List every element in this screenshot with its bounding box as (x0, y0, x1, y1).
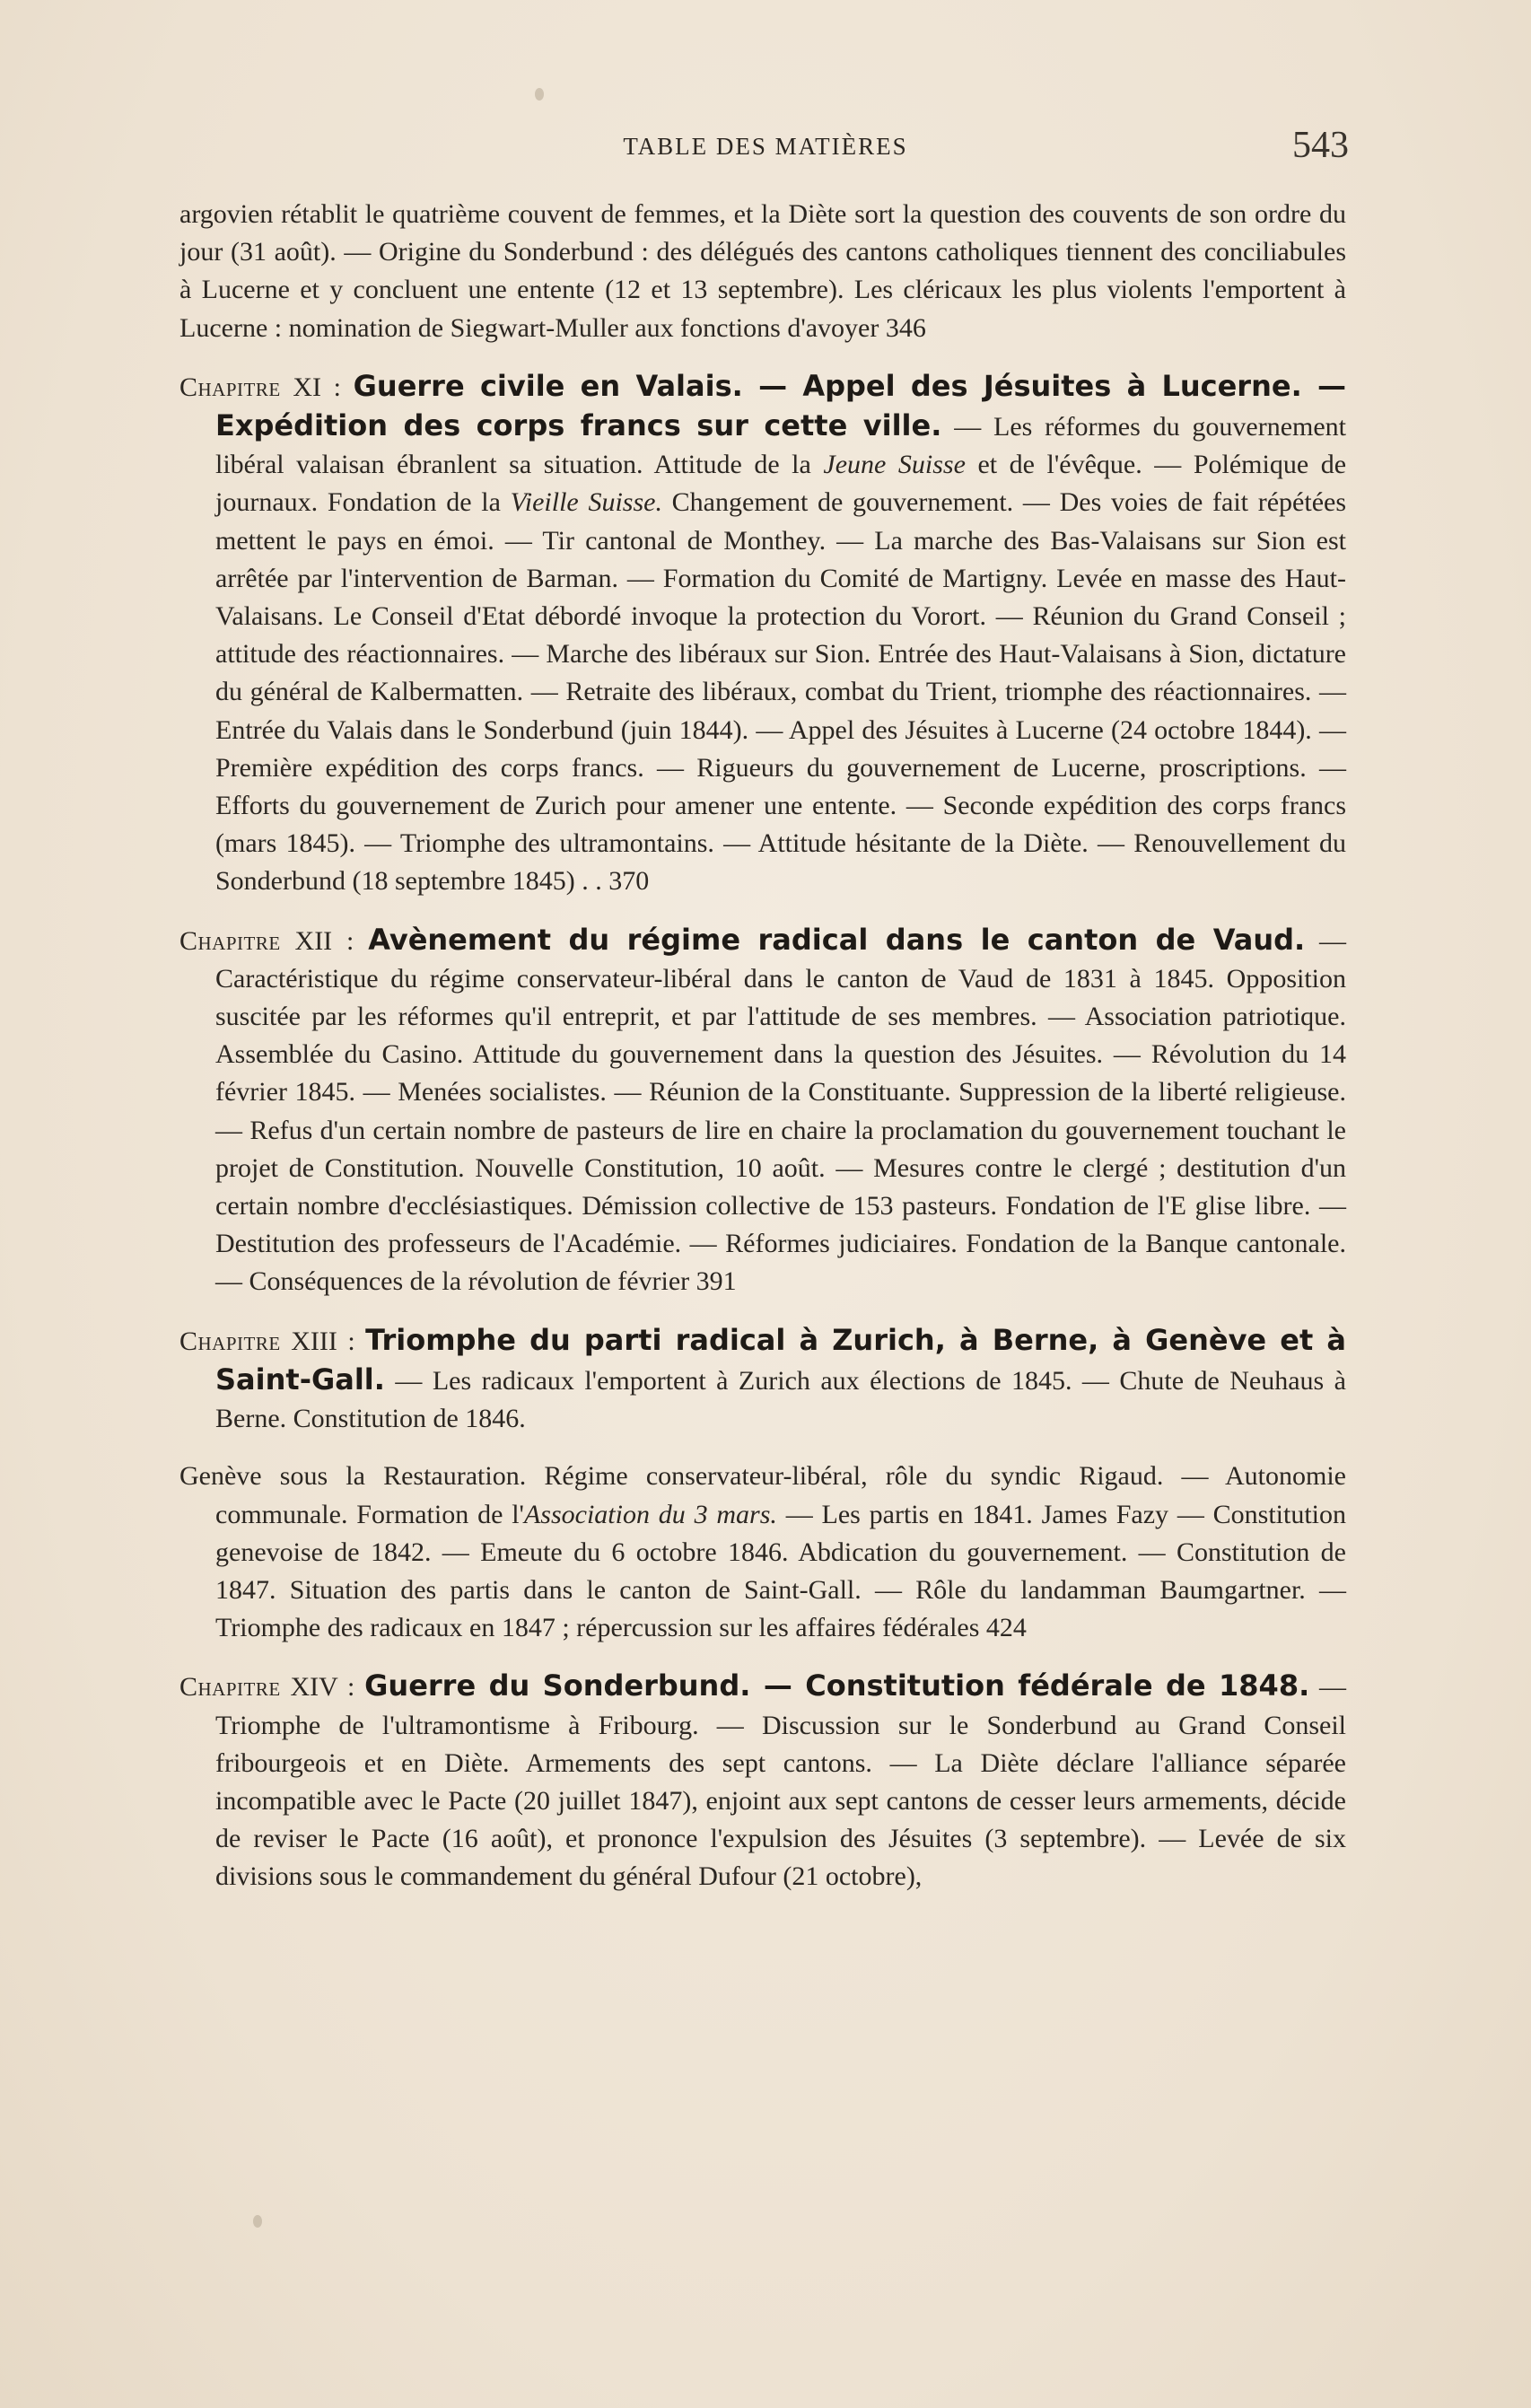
entry-summary: — Caractéristique du régime conservateur-libéral dans le canton de Vaud de 1831 à 1845. Opposition suscitée par les réformes qu'il entreprit, et par l'attitude de ses membres. — Association patriotique. Assemblée du Casino. Attitude du gouvernement dans la question des Jésuites. — Révolution du 14 février 1845. — Menées socialistes. — Réunion de la Constituante. Suppression de la liberté religieuse. — Refus d'un certain nombre de pasteurs de lire en chaire la proclamation du gouvernement touchant le projet de Constitution. Nouvelle Constitution, 10 août. — Mesures contre le clergé ; destitution d'un certain nombre d'ecclésiastiques. Démission collective de 153 pasteurs. Fondation de l'E glise libre. — Destitution des professeurs de l'Académie. — Réformes judiciaires. Fondation de la Banque cantonale. — Conséquences de la révolution de février (215, 925, 1347, 1297)
toc-entry-chapter-11 (179, 367, 1346, 901)
entry-page: 391 (696, 1266, 737, 1297)
entry-italic-title: Association du 3 mars. (523, 1499, 777, 1529)
chapter-number: XI : (293, 372, 341, 402)
chapter-label: Chapitre (179, 925, 281, 956)
toc-entry-continuation (179, 196, 1346, 347)
toc-entry-chapter-13 (179, 1321, 1346, 1439)
chapter-heading: Guerre du Sonderbund. — Constitution fédérale de 1848. (364, 1668, 1310, 1703)
toc-entry-chapter-14 (179, 1667, 1346, 1896)
entry-summary: Changement de gouvernement. — Des voies de fait répétées mettent le pays en émoi. — Tir cantonal de Monthey. — La marche des Bas-Valaisans sur Sion est arrêtée par l'intervention de Barman. — Formation du Comité de Martigny. Levée en masse des Haut-Valaisans. Le Conseil d'Etat débordé invoque la protection du Vorort. — Réunion du Grand Conseil ; attitude des réactionnaires. — Marche des libéraux sur Sion. Entrée des Haut-Valaisans à Sion, dictature du général de Kalbermatten. — Retraite des libéraux, combat du Trient, triomphe des réactionnaires. — Entrée du Valais dans le Sonderbund (juin 1844). — Appel des Jésuites à Lucerne (24 octobre 1844). — Première expédition des corps francs. — Rigueurs du gouvernement de Lucerne, proscriptions. — Efforts du gouvernement de Zurich pour amener une entente. — Seconde expédition des corps francs (mars 1845). — Triomphe des ultramontains. — Attitude hésitante de la Diète. — Renouvellement du Sonderbund (18 septembre 1845) . . (215, 487, 1346, 897)
running-title: TABLE DES MATIÈRES (623, 133, 908, 160)
entry-page: 424 (985, 1613, 1027, 1643)
entry-summary: Genève sous la Restauration. Régime conservateur-libéral, rôle du syndic Rigaud. — Autonomie communale. Formation de l' (179, 1461, 1346, 1529)
entry-page: 370 (608, 866, 650, 897)
toc-entry-chapter-12 (179, 921, 1346, 1301)
table-of-contents (179, 196, 1346, 1916)
chapter-label: Chapitre (179, 1326, 281, 1356)
ink-spot (253, 2215, 262, 2228)
entry-italic-title: Jeune Suisse (823, 450, 966, 480)
chapter-heading: Guerre civile en Valais. — Appel des Jésuites à Lucerne. — Expédition des corps francs sur cette ville. (215, 368, 1347, 443)
chapter-label: Chapitre (179, 1672, 281, 1703)
chapter-number: XII : (294, 925, 354, 956)
chapter-heading: Avènement du régime radical dans le canton de Vaud. (368, 922, 1306, 957)
chapter-heading: Triomphe du parti radical à Zurich, à Berne, à Genève et à Saint-Gall. (215, 1322, 1346, 1397)
ink-spot (535, 88, 544, 101)
chapter-number: XIII : (291, 1326, 355, 1356)
entry-summary: — Triomphe de l'ultramontisme à Fribourg. — Discussion sur le Sonderbund au Grand Conseil fribourgeois et en Diète. Armements des sept cantons. — La Diète déclare l'alliance séparée incompatible avec le Pacte (20 juillet 1847), enjoint aux sept cantons de cesser leurs armements, décide de reviser le Pacte (16 août), et prononce l'expulsion des Jésuites (3 septembre). — Levée de six divisions sous le commandement du général Dufour (21 octobre), (215, 1672, 1347, 1892)
toc-entry-geneve (179, 1458, 1346, 1647)
entry-summary: — Les réformes du gouvernement libéral valaisan ébranlent sa situation. Attitude de la (215, 412, 1347, 480)
entry-page: 346 (885, 312, 926, 343)
chapter-label: Chapitre (179, 372, 281, 402)
entry-summary: argovien rétablit le quatrième couvent de femmes, et la Diète sort la question des couvents de son ordre du jour (31 août). — Origine du Sonderbund : des délégués des cantons catholiques tiennent des conciliabules à Lucerne et y concluent une entente (12 et 13 septembre). Les cléricaux les plus violents l'emportent à Lucerne : nomination de Siegwart-Muller aux fonctions d'avoyer (179, 199, 1346, 343)
page-number: 543 (1292, 125, 1349, 166)
entry-summary: et de l'évêque. — Polémique de journaux. Fondation de la (215, 450, 1347, 518)
chapter-number: XIV : (290, 1672, 355, 1703)
entry-summary: — Les radicaux l'emportent à Zurich aux élections de 1845. — Chute de Neuhaus à Berne. Constitution de 1846. (215, 1365, 1347, 1434)
entry-summary: — Les partis en 1841. James Fazy — Constitution genevoise de 1842. — Emeute du 6 octobre 1846. Abdication du gouvernement. — Constitution de 1847. Situation des partis dans le canton de Saint-Gall. — Rôle du landamman Baumgartner. — Triomphe des radicaux en 1847 ; répercussion sur les affaires fédérales (215, 1499, 1346, 1643)
running-head (0, 126, 1531, 171)
entry-italic-title: Vieille Suisse. (510, 487, 662, 518)
